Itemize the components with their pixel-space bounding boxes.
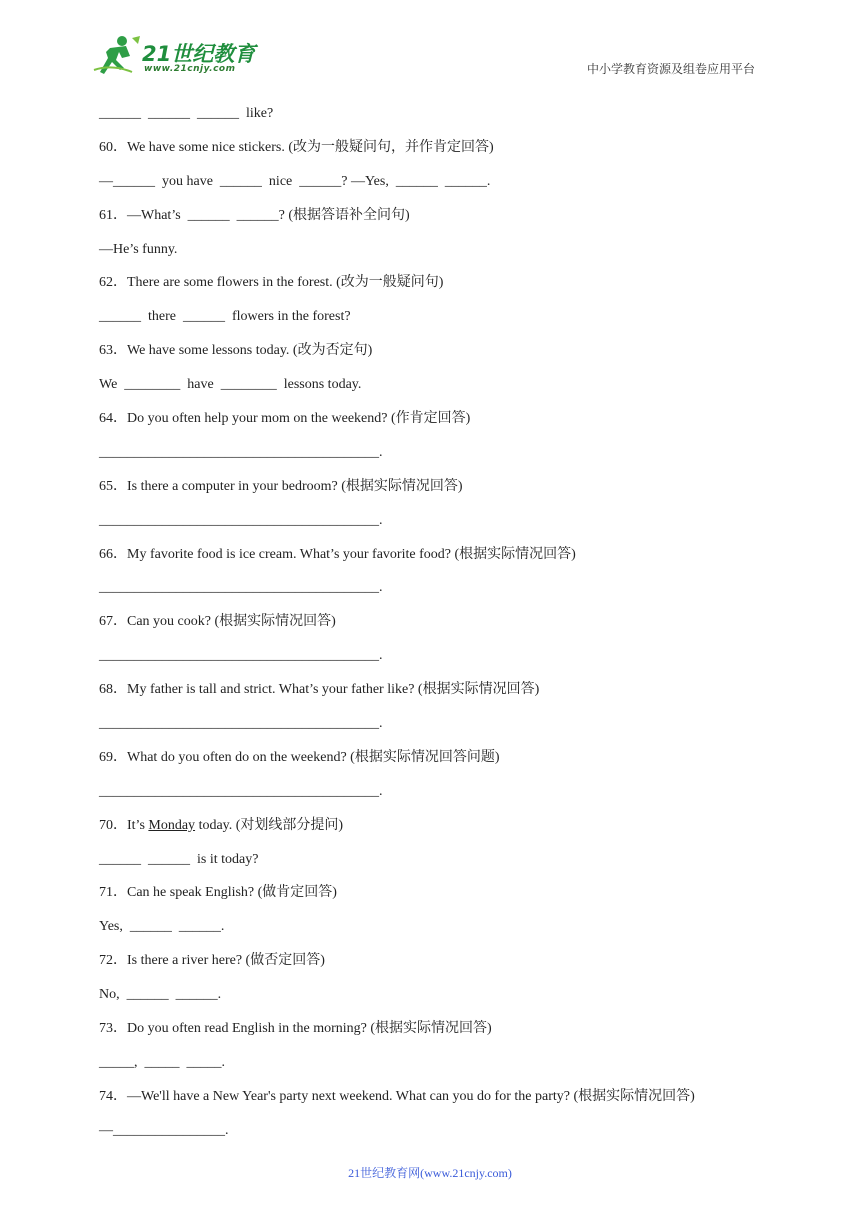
- q70-prefix: 70．It’s: [99, 817, 149, 833]
- question-62: 62．There are some flowers in the forest. (改为一般疑问句): [99, 275, 444, 291]
- answer-line: We ________ have ________ lessons today.: [99, 377, 362, 393]
- question-63: 63．We have some lessons today. (改为否定句): [99, 343, 373, 359]
- answer-line: —________________.: [99, 1122, 229, 1138]
- question-68: 68．My father is tall and strict. What’s your father like? (根据实际情况回答): [99, 682, 540, 698]
- answer-line: —______ you have ______ nice ______? —Yes, ______ ______.: [99, 173, 491, 189]
- question-71: 71．Can he speak English? (做肯定回答): [99, 885, 337, 901]
- question-72: 72．Is there a river here? (做否定回答): [99, 953, 325, 969]
- answer-line: No, ______ ______.: [99, 987, 222, 1003]
- answer-line: ________________________________________.: [99, 580, 383, 596]
- question-69: 69．What do you often do on the weekend? (根据实际情况回答问题): [99, 749, 500, 765]
- question-61: 61．—What’s ______ ______? (根据答语补全问句): [99, 207, 410, 223]
- question-66: 66．My favorite food is ice cream. What’s your favorite food? (根据实际情况回答): [99, 546, 576, 562]
- question-65: 65．Is there a computer in your bedroom? (根据实际情况回答): [99, 478, 463, 494]
- answer-line: _____, _____ _____.: [99, 1054, 225, 1070]
- answer-line: ________________________________________.: [99, 716, 383, 732]
- answer-line: ______ there ______ flowers in the forest?: [99, 309, 351, 325]
- answer-line: ________________________________________.: [99, 648, 383, 664]
- q70-suffix: today. (对划线部分提问): [195, 817, 344, 833]
- question-list: [99, 104, 769, 1155]
- answer-line: Yes, ______ ______.: [99, 919, 225, 935]
- answer-line: ______ ______ ______ like?: [99, 106, 274, 121]
- underlined-word: Monday: [148, 817, 196, 833]
- site-logo[interactable]: [92, 34, 272, 78]
- footer-link[interactable]: 21世纪教育网(www.21cnjy.com): [348, 1166, 512, 1180]
- question-64: 64．Do you often help your mom on the weekend? (作肯定回答): [99, 411, 471, 427]
- answer-line: ________________________________________.: [99, 512, 383, 528]
- question-74: 74．—We'll have a New Year's party next weekend. What can you do for the party? (根据实际情况回答): [99, 1088, 695, 1104]
- runner-icon: [92, 34, 142, 76]
- answer-line: ______ ______ is it today?: [99, 851, 259, 867]
- page-header: [0, 0, 860, 95]
- logo-url: www.21cnjy.com: [144, 64, 236, 74]
- logo-text: 21世纪教育: [142, 42, 256, 66]
- platform-title: 中小学教育资源及组卷应用平台: [586, 62, 755, 76]
- question-70: [99, 816, 769, 850]
- answer-line: —He’s funny.: [99, 241, 178, 257]
- question-60: 60．We have some nice stickers. (改为一般疑问句，并作肯定回答): [99, 139, 494, 155]
- question-73: 73．Do you often read English in the morning? (根据实际情况回答): [99, 1021, 492, 1037]
- answer-line: ________________________________________.: [99, 783, 383, 799]
- question-67: 67．Can you cook? (根据实际情况回答): [99, 614, 336, 630]
- answer-line: ________________________________________.: [99, 444, 383, 460]
